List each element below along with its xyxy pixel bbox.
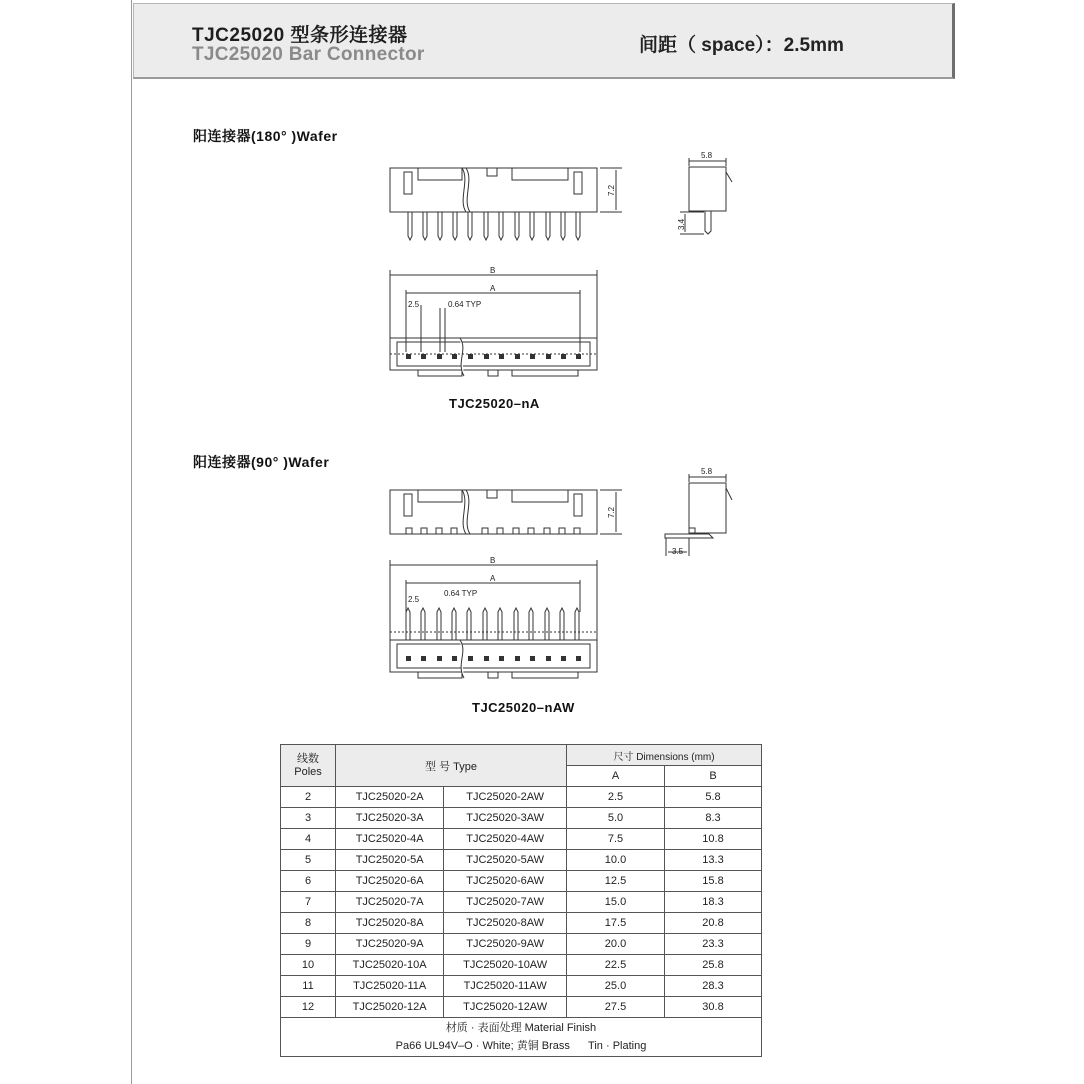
dim-pitch-180: 2.5 <box>408 300 420 309</box>
header-a: A <box>567 766 665 787</box>
cell-b: 15.8 <box>665 871 762 892</box>
table-row <box>281 871 762 892</box>
title-chinese: TJC25020 型条形连接器 <box>192 25 408 46</box>
header-dimensions: 尺寸 Dimensions (mm) <box>567 745 762 766</box>
table-row <box>281 976 762 997</box>
cell-type-a: TJC25020-12A <box>336 997 444 1018</box>
header-poles-en: Poles <box>294 765 322 778</box>
material-finish-detail: Pa66 UL94V–O · White; 黄铜 Brass Tin · Plating <box>395 1040 647 1052</box>
material-finish-cell <box>281 1018 762 1057</box>
cell-type-a: TJC25020-3A <box>336 808 444 829</box>
cell-a: 17.5 <box>567 913 665 934</box>
cell-b: 20.8 <box>665 913 762 934</box>
table-row <box>281 787 762 808</box>
header-poles <box>281 745 336 787</box>
section-180-wafer-label: 阳连接器(180° )Wafer <box>193 128 338 144</box>
dim-a-180: A <box>490 284 496 293</box>
cell-b: 5.8 <box>665 787 762 808</box>
caption-180-model: TJC25020–nA <box>449 396 540 411</box>
cell-poles: 8 <box>281 913 336 934</box>
cell-b: 13.3 <box>665 850 762 871</box>
dim-pin-180: 3.4 <box>677 218 686 230</box>
dim-pin-90: 3.5 <box>672 547 684 556</box>
side-view-90 <box>665 474 732 556</box>
cell-type-a: TJC25020-6A <box>336 871 444 892</box>
dim-b-180: B <box>490 266 496 275</box>
cell-poles: 10 <box>281 955 336 976</box>
cell-type-aw: TJC25020-5AW <box>444 850 567 871</box>
cell-type-aw: TJC25020-9AW <box>444 934 567 955</box>
cell-b: 25.8 <box>665 955 762 976</box>
cell-a: 2.5 <box>567 787 665 808</box>
cell-type-a: TJC25020-11A <box>336 976 444 997</box>
material-finish-title: 材质 · 表面处理 Material Finish <box>445 1022 597 1034</box>
table-row <box>281 997 762 1018</box>
cell-b: 10.8 <box>665 829 762 850</box>
cell-type-aw: TJC25020-2AW <box>444 787 567 808</box>
cell-a: 25.0 <box>567 976 665 997</box>
dimensions-table-body <box>281 787 762 1018</box>
cell-poles: 11 <box>281 976 336 997</box>
cell-a: 7.5 <box>567 829 665 850</box>
front-view-180 <box>390 168 622 240</box>
cell-b: 23.3 <box>665 934 762 955</box>
cell-poles: 2 <box>281 787 336 808</box>
cell-b: 8.3 <box>665 808 762 829</box>
dim-pitch-90: 2.5 <box>408 595 420 604</box>
caption-90-model: TJC25020–nAW <box>472 700 575 715</box>
cell-type-aw: TJC25020-8AW <box>444 913 567 934</box>
table-row <box>281 913 762 934</box>
cell-poles: 6 <box>281 871 336 892</box>
cell-type-aw: TJC25020-10AW <box>444 955 567 976</box>
cell-poles: 12 <box>281 997 336 1018</box>
table-row <box>281 808 762 829</box>
cell-a: 5.0 <box>567 808 665 829</box>
cell-a: 10.0 <box>567 850 665 871</box>
dim-b-90: B <box>490 556 496 565</box>
pitch-spacing-label: 间距（ space）：2.5mm <box>639 35 844 56</box>
table-row <box>281 892 762 913</box>
cell-type-a: TJC25020-9A <box>336 934 444 955</box>
table-row <box>281 829 762 850</box>
cell-type-aw: TJC25020-7AW <box>444 892 567 913</box>
cell-a: 20.0 <box>567 934 665 955</box>
cell-poles: 5 <box>281 850 336 871</box>
dim-side-width-180: 5.8 <box>701 151 713 160</box>
dim-typ-180: 0.64 TYP <box>448 300 482 309</box>
cell-type-aw: TJC25020-3AW <box>444 808 567 829</box>
cell-b: 28.3 <box>665 976 762 997</box>
dim-side-width-90: 5.8 <box>701 467 713 476</box>
cell-type-a: TJC25020-7A <box>336 892 444 913</box>
table-row <box>281 934 762 955</box>
cell-poles: 7 <box>281 892 336 913</box>
table-row <box>281 850 762 871</box>
cell-a: 27.5 <box>567 997 665 1018</box>
cell-type-aw: TJC25020-4AW <box>444 829 567 850</box>
table-row <box>281 955 762 976</box>
dim-height-90: 7.2 <box>607 506 616 518</box>
cell-type-a: TJC25020-10A <box>336 955 444 976</box>
front-view-90 <box>390 490 622 534</box>
section-90-wafer-label: 阳连接器(90° )Wafer <box>193 454 330 470</box>
cell-type-aw: TJC25020-6AW <box>444 871 567 892</box>
header-b: B <box>665 766 762 787</box>
dim-typ-90: 0.64 TYP <box>444 589 478 598</box>
cell-a: 22.5 <box>567 955 665 976</box>
cell-b: 30.8 <box>665 997 762 1018</box>
cell-poles: 3 <box>281 808 336 829</box>
cell-poles: 4 <box>281 829 336 850</box>
cell-type-a: TJC25020-2A <box>336 787 444 808</box>
cell-type-aw: TJC25020-11AW <box>444 976 567 997</box>
dimensions-table <box>280 744 762 1057</box>
cell-type-a: TJC25020-5A <box>336 850 444 871</box>
cell-a: 15.0 <box>567 892 665 913</box>
cell-type-aw: TJC25020-12AW <box>444 997 567 1018</box>
cell-b: 18.3 <box>665 892 762 913</box>
cell-type-a: TJC25020-8A <box>336 913 444 934</box>
dim-a-90: A <box>490 574 496 583</box>
dim-height-180: 7.2 <box>607 184 616 196</box>
header-type: 型 号 Type <box>336 745 567 787</box>
cell-poles: 9 <box>281 934 336 955</box>
header-poles-cn: 线数 <box>297 752 319 765</box>
title-english: TJC25020 Bar Connector <box>192 44 425 65</box>
cell-a: 12.5 <box>567 871 665 892</box>
cell-type-a: TJC25020-4A <box>336 829 444 850</box>
side-view-180 <box>680 158 732 234</box>
